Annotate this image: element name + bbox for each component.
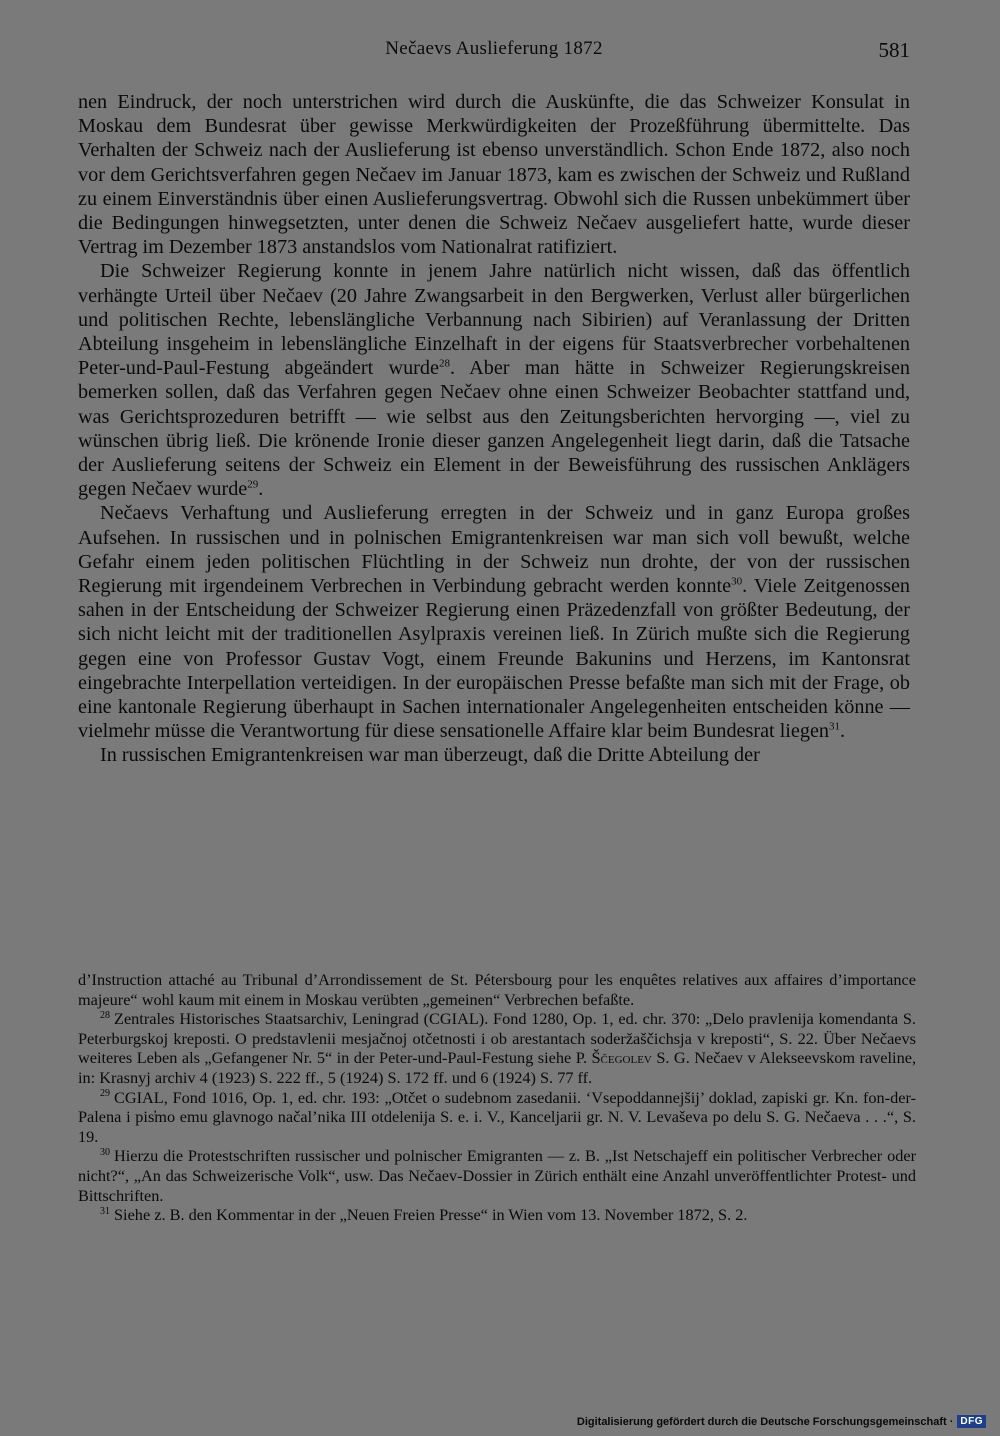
footnote-30-text: Hierzu die Protestschriften russischer und polnischer Emigranten — z. B. „Ist Netschajeff ein politischer Verbrecher oder nicht?“, „An das Schweizerische Volk“, usw. Das Nečaev-Dossier in Zürich enthält eine Anzahl unveröffentlichter Protest- und Bittschriften. xyxy=(78,1146,916,1205)
footnote-28-text-a: Zentrales Historisches Staatsarchiv, Leningrad (CGIAL). Fond 1280, Op. 1, ed. chr. 370: „Delo pravlenija komendanta S. Peterburgskoj kreposti. O predstavlenii mesjačnoj otčetnosti i ob arestantach soderžaščichsja v kreposti“, S. 22. Über Nečaevs weiteres Leben als „Gefangener Nr. 5“ in der Peter-und-Paul-Festung siehe P. xyxy=(78,1009,916,1068)
dfg-logo: DFG xyxy=(957,1415,986,1428)
footnote-28 xyxy=(78,1009,916,1087)
paragraph-3-text-a: Nečaevs Verhaftung und Auslieferung erregten in der Schweiz und in ganz Europa großes Aufsehen. In russischen und in polnischen Emigrantenkreisen war man sich voll bewußt, welche Gefahr einem jeden politischen Flüchtling in der Schweiz nun drohte, der von der russischen Regierung mit irgendeinem Verbrechen in Verbindung gebracht werden konnte xyxy=(78,502,910,598)
paragraph-3 xyxy=(78,501,910,743)
paragraph-2-text-b: . Aber man hätte in Schweizer Regierungskreisen bemerken sollen, daß das Verfahren gegen Nečaev ohne einen Schweizer Beobachter stattfand und, was Gerichtsprozeduren betrifft — wie selbst aus den Zeitungsberichten hervorging —, viel zu wünschen übrig ließ. Die krönende Ironie dieser ganzen Angelegenheit liegt darin, daß die Tatsache der Auslieferung seitens der Schweiz ein Element in der Beweisführung des russischen Anklägers gegen Nečaev wurde xyxy=(78,357,911,501)
footnote-28-text-b: S. G. Nečaev v Alekseevskom raveline, in: Krasnyj archiv 4 (1923) S. 222 ff., 5 (1924) S. 172 ff. und 6 (1924) S. 77 ff. xyxy=(78,1048,917,1087)
paragraph-1-text: nen Eindruck, der noch unterstrichen wird durch die Auskünfte, die das Schweizer Konsulat in Moskau dem Bundesrat über gewisse Merkwürdigkeiten der Prozeßführung übermittelte. Das Verhalten der Schweiz nach der Auslieferung ist ebenso unverständlich. Schon Ende 1872, also noch vor dem Gerichtsverfahren gegen Nečaev im Januar 1873, kam es zwischen der Schweiz und Rußland zu einem Einverständnis über einen Auslieferungsvertrag. Obwohl sich die Russen unbekümmert über die Bedingungen hinwegsetzten, unter denen die Schweiz Nečaev ausgeliefert hatte, wurde dieser Vertrag im Dezember 1873 anstandslos vom Nationalrat ratifiziert. xyxy=(78,91,910,259)
paragraph-3-text-b: . Viele Zeitgenossen sahen in der Entscheidung der Schweizer Regierung einen Präzedenzfall von größter Bedeutung, der sich nicht leicht mit der traditionellen Asylpraxis vereinen ließ. In Zürich mußte sich die Regierung gegen eine von Professor Gustav Vogt, einem Freunde Bakunins und Herzens, im Kantonsrat eingebrachte Interpellation verteidigen. In der europäischen Presse befaßte man sich mit der Frage, ob eine kantonale Regierung überhaupt in Sachen internationaler Angelegenheiten entscheiden könne — vielmehr müsse die Verantwortung für diese sensationelle Affaire klar beim Bundesrat liegen xyxy=(78,575,911,743)
paragraph-4 xyxy=(78,743,910,767)
footnote-29-text: CGIAL, Fond 1016, Op. 1, ed. chr. 193: „Otčet o sudebnom zasedanii. ‘Vsepoddannejšij’ doklad, zapiski gr. Kn. fon-der-Palena i pis̕mo emu glavnogo načal’nika III otdelenija S. e. i. V., Kanceljarii gr. N. V. Levaševa po delu S. G. Nečaeva . . .“, S. 19. xyxy=(78,1087,916,1146)
running-title: Nečaevs Auslieferung 1872 xyxy=(385,38,603,59)
digitization-credit xyxy=(577,1415,986,1428)
footnote-29 xyxy=(78,1088,916,1147)
body-text xyxy=(78,90,910,768)
paragraph-2-text-c: . xyxy=(258,478,264,501)
footnote-continuation-text: d’Instruction attaché au Tribunal d’Arrondissement de St. Pétersbourg pour les enquêtes relatives aux affaires d’importance majeure“ wohl kaum mit einem in Moskau verübten „gemeinen“ Verbrechen befaßte. xyxy=(78,970,916,1009)
paragraph-2 xyxy=(78,259,910,501)
paragraph-1 xyxy=(78,90,910,259)
footnote-ref-31: 31 xyxy=(829,720,841,733)
footnote-number: 31 xyxy=(100,1205,110,1217)
footnote-continuation xyxy=(78,970,916,1009)
footnote-30 xyxy=(78,1146,916,1205)
footnote-31 xyxy=(78,1205,916,1225)
footnote-number: 29 xyxy=(100,1088,110,1100)
paragraph-2-text-a: Die Schweizer Regierung konnte in jenem Jahre natürlich nicht wissen, daß das öffentlich verhängte Urteil über Nečaev (20 Jahre Zwangsarbeit in den Bergwerken, Verlust aller bürgerlichen und politischen Rechte, lebenslängliche Verbannung nach Sibirien) auf Veranlassung der Dritten Abteilung insgeheim in lebenslängliche Einzelhaft in der eigens für Staatsverbrecher vorbehaltenen Peter-und-Paul-Festung abgeändert wurde xyxy=(78,260,910,380)
footnotes xyxy=(78,970,916,1225)
footnote-ref-29: 29 xyxy=(247,478,259,491)
footnote-28-author: Ščegolev xyxy=(591,1048,652,1068)
credit-text: Digitalisierung gefördert durch die Deutsche Forschungsgemeinschaft · xyxy=(576,1415,954,1428)
page-number: 581 xyxy=(878,38,910,62)
paragraph-3-text-c: . xyxy=(840,720,846,743)
footnote-ref-28: 28 xyxy=(438,357,450,370)
paragraph-4-text: In russischen Emigrantenkreisen war man überzeugt, daß die Dritte Abteilung der xyxy=(100,744,760,767)
running-head xyxy=(78,38,910,68)
footnote-31-text: Siehe z. B. den Kommentar in der „Neuen Freien Presse“ in Wien vom 13. November 1872, S. 2. xyxy=(114,1205,748,1225)
footnote-number: 28 xyxy=(100,1009,110,1021)
footnote-ref-30: 30 xyxy=(731,575,743,588)
footnote-number: 30 xyxy=(100,1146,110,1158)
